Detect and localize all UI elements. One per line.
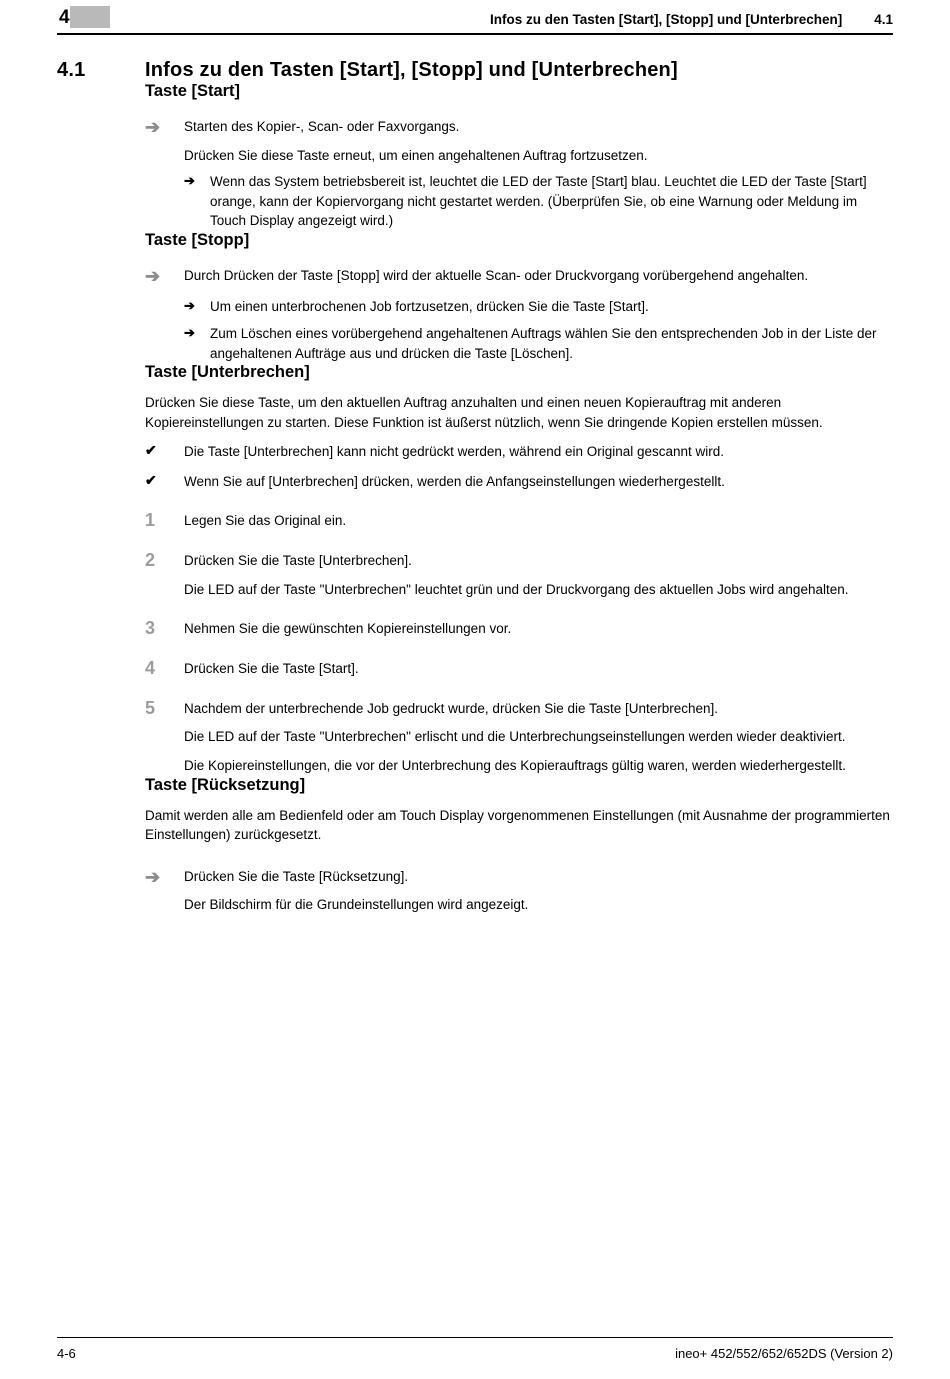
- check-bullet: [145, 472, 893, 492]
- header-section-number: 4.1: [874, 12, 893, 27]
- arrow-icon: ➔: [145, 265, 161, 286]
- header-title: Infos zu den Tasten [Start], [Stopp] und [Unterbrechen]: [489, 12, 843, 27]
- check-bullet: [145, 442, 893, 462]
- step-number: 1: [145, 510, 156, 531]
- section-number: 4.1: [57, 59, 86, 81]
- sub-bullet: [184, 324, 893, 363]
- step-number: 5: [145, 697, 156, 718]
- bullet-ruecksetzung-para: Der Bildschirm für die Grundeinstellungen wird angezeigt.: [184, 897, 529, 913]
- bullet-stopp: [145, 266, 893, 363]
- sub-arrow-icon: ➔: [184, 324, 195, 340]
- section-heading: [57, 59, 893, 82]
- step-number: 4: [145, 658, 156, 679]
- step-text: Drücken Sie die Taste [Start].: [184, 661, 359, 677]
- step-3: [145, 619, 893, 639]
- subheading-taste-ruecksetzung: Taste [Rücksetzung]: [145, 775, 306, 794]
- section-title: Infos zu den Tasten [Start], [Stopp] und [Unterbrechen]: [145, 59, 678, 81]
- page-footer: [57, 1337, 893, 1361]
- check-text: Die Taste [Unterbrechen] kann nicht gedrückt werden, während ein Original gescannt wird.: [184, 444, 725, 460]
- bullet-ruecksetzung-text: Drücken Sie die Taste [Rücksetzung].: [184, 868, 409, 884]
- page-header: [57, 0, 893, 35]
- chapter-number: 4: [59, 7, 70, 28]
- chapter-marker: [57, 6, 127, 30]
- ruecksetzung-intro: Damit werden alle am Bedienfeld oder am Touch Display vorgenommenen Einstellungen (mit Ausnahme der programmierten Einstellungen) zurückgesetzt.: [145, 807, 890, 843]
- sub-arrow-icon: ➔: [184, 298, 195, 314]
- bullet-start-text: Starten des Kopier-, Scan- oder Faxvorgangs.: [184, 119, 460, 134]
- step-text: Drücken Sie die Taste [Unterbrechen].: [184, 553, 412, 569]
- sub-arrow-icon: ➔: [184, 173, 195, 189]
- step-number: 2: [145, 550, 156, 571]
- footer-model: ineo+ 452/552/652/652DS (Version 2): [675, 1346, 893, 1361]
- check-icon: ✔: [145, 442, 157, 459]
- arrow-icon: ➔: [145, 866, 161, 887]
- unterbrechen-intro: Drücken Sie diese Taste, um den aktuellen Auftrag anzuhalten und einen neuen Kopierauftrag mit anderen Kopiereinstellungen zu starten. Diese Funktion ist äußerst nützlich, wenn Sie dringende Kopien erstellen müssen.: [145, 395, 823, 430]
- step-1: [145, 511, 893, 531]
- step-text: Legen Sie das Original ein.: [184, 513, 347, 529]
- bullet-start-para: Drücken Sie diese Taste erneut, um einen angehaltenen Auftrag fortzusetzen.: [184, 147, 648, 163]
- sub-bullet: [184, 172, 893, 231]
- step-5: [145, 699, 893, 776]
- check-text: Wenn Sie auf [Unterbrechen] drücken, werden die Anfangseinstellungen wiederhergestellt.: [184, 473, 725, 489]
- chapter-gray-box: [70, 6, 110, 28]
- step-text: Nachdem der unterbrechende Job gedruckt wurde, drücken Sie die Taste [Unterbrechen].: [184, 700, 719, 716]
- step-text: Nehmen Sie die gewünschten Kopiereinstellungen vor.: [184, 621, 512, 637]
- sub-bullet-text: Wenn das System betriebsbereit ist, leuchtet die LED der Taste [Start] blau. Leuchtet die LED der Taste [Start] orange, kann der Kopiervorgang nicht gestartet werden. (Überprüfen Sie, ob eine Warnung oder Meldung im Touch Display angezeigt wird.): [210, 174, 867, 229]
- step-extra-text: Die Kopiereinstellungen, die vor der Unterbrechung des Kopierauftrags gültig waren, werden wiederhergestellt.: [184, 757, 846, 773]
- bullet-ruecksetzung: [145, 867, 893, 915]
- header-right: [490, 12, 893, 30]
- sub-bullet-text: Um einen unterbrochenen Job fortzusetzen, drücken Sie die Taste [Start].: [210, 299, 649, 315]
- sub-bullet: [184, 297, 893, 317]
- footer-page-number: 4-6: [57, 1346, 76, 1361]
- bullet-stopp-text: Durch Drücken der Taste [Stopp] wird der aktuelle Scan- oder Druckvorgang vorübergehend angehalten.: [184, 267, 809, 283]
- step-2: [145, 551, 893, 599]
- step-extra-text: Die LED auf der Taste "Unterbrechen" erlischt und die Unterbrechungseinstellungen werden wieder deaktiviert.: [184, 729, 846, 745]
- subheading-taste-unterbrechen: Taste [Unterbrechen]: [145, 363, 310, 382]
- step-4: [145, 659, 893, 679]
- subheading-taste-start: Taste [Start]: [145, 82, 241, 100]
- subheading-taste-stopp: Taste [Stopp]: [145, 230, 250, 249]
- step-extra-text: Die LED auf der Taste "Unterbrechen" leuchtet grün und der Druckvorgang des aktuellen Jobs wird angehalten.: [184, 581, 849, 597]
- arrow-icon: ➔: [145, 117, 161, 137]
- sub-bullet-text: Zum Löschen eines vorübergehend angehaltenen Auftrags wählen Sie den entsprechenden Job in der Liste der angehaltenen Aufträge aus und drücken die Taste [Löschen].: [210, 325, 877, 361]
- step-number: 3: [145, 618, 156, 639]
- bullet-start: [145, 117, 893, 231]
- check-icon: ✔: [145, 471, 157, 488]
